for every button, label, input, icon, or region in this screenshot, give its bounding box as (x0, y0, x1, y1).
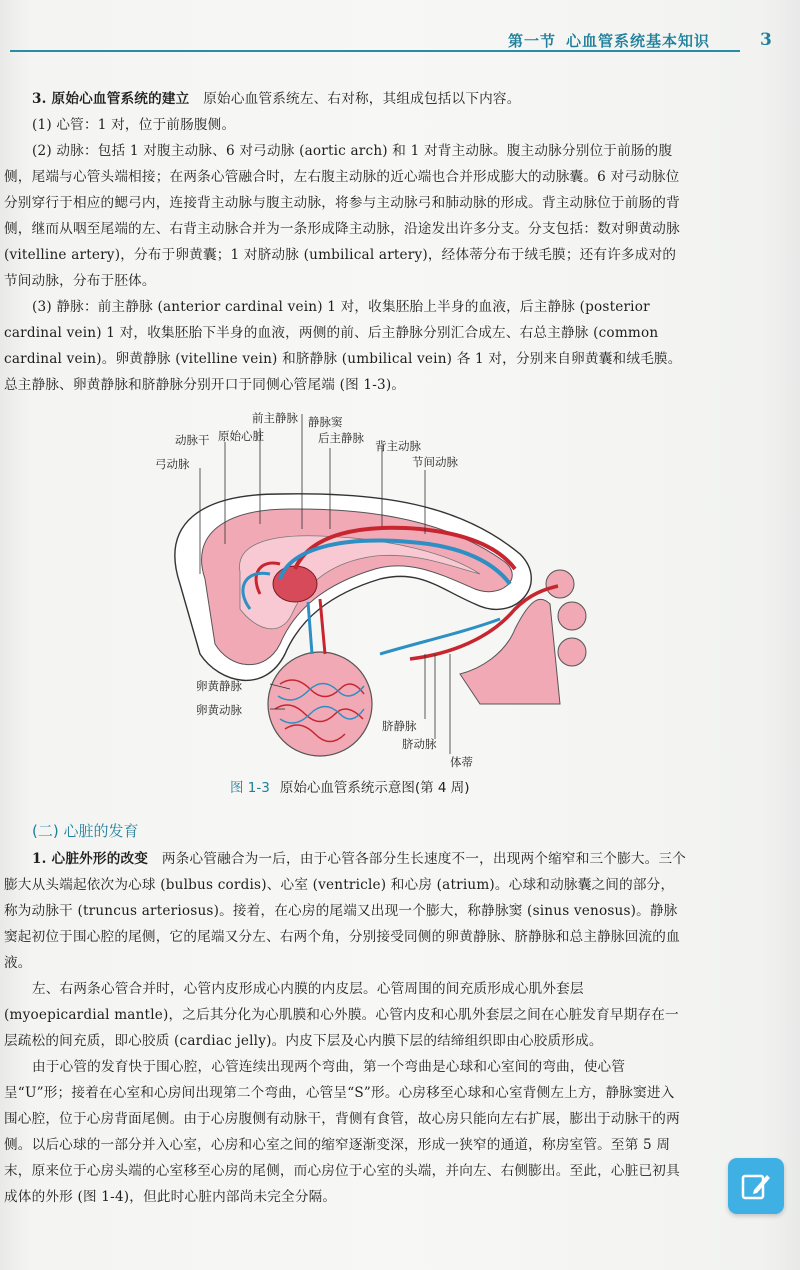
paragraph-external-shape (4, 846, 688, 976)
villus (558, 638, 586, 666)
paragraph-heart-tube: (1) 心管：1 对，位于前肠腹侧。 (32, 117, 236, 133)
label-umbilical-artery: 脐动脉 (402, 737, 437, 751)
villus (546, 570, 574, 598)
section-label: 第一节 (508, 32, 557, 50)
embryo-diagram (120, 404, 620, 774)
label-aortic-arch: 弓动脉 (155, 457, 190, 471)
primitive-heart (273, 566, 317, 602)
paragraph-lead: 1. 心脏外形的改变 (32, 851, 149, 867)
paragraph-text: 原始心血管系统左、右对称，其组成包括以下内容。 (203, 91, 521, 107)
paragraph-arteries: (2) 动脉：包括 1 对腹主动脉、6 对弓动脉 (aortic arch) 和 1 对背主动脉。腹主动脉分别位于前肠的腹侧，尾端与心管头端相接；在两条心管融合时，左右腹主动脉的近心端也合并形成膨大的动脉囊。6 对弓动脉位分别穿行于相应的鳃弓内，连接背主动脉与腹主动脉，将参与主动脉弓和肺动脉的形成。背主动脉位于前肠的背侧，继而从咽至尾端的左、右背主动脉合并为一条形成降主动脉，沿途发出许多分支。分支包括：数对卵黄动脉 (vitelline artery)，分布于卵黄囊；1 对脐动脉 (umbilical artery)，经体蒂分布于绒毛膜；还有许多成对的节间动脉，分布于胚体。 (4, 143, 680, 289)
label-primitive-heart: 原始心脏 (218, 429, 264, 443)
paragraph-endocardium: 左、右两条心管合并时，心管内皮形成心内膜的内皮层。心管周围的间充质形成心肌外套层 (myoepicardial mantle)，之后其分化为心肌膜和心外膜。心管内皮和心肌外套层之间在心脏发育早期存在一层疏松的间充质，即心胶质 (cardiac jelly)。内皮下层及心内膜下层的结缔组织即由心胶质形成。 (4, 981, 679, 1049)
page-number: 3 (760, 30, 772, 50)
label-truncus-arteriosus: 动脉干 (175, 433, 210, 447)
label-posterior-cardinal-vein: 后主静脉 (318, 431, 364, 445)
figure-caption (230, 776, 470, 796)
label-dorsal-aorta: 背主动脉 (375, 439, 421, 453)
label-anterior-cardinal-vein: 前主静脉 (252, 411, 298, 425)
section-heading: (二) 心脏的发育 (32, 822, 139, 840)
villus (558, 602, 586, 630)
figure-number: 图 1-3 (230, 780, 270, 796)
label-intersegmental-artery: 节间动脉 (412, 455, 458, 469)
edit-note-button[interactable] (728, 1158, 784, 1214)
text-block-upper (4, 86, 688, 398)
paragraph-text: 两条心管融合为一后，由于心管各部分生长速度不一，出现两个缩窄和三个膨大。三个膨大从头端起依次为心球 (bulbus cordis)、心室 (ventricle) 和心房 (atrium)。心球和动脉囊之间的部分，称为动脉干 (truncus arteriosus)。接着，在心房的尾端又出现一个膨大，称静脉窦 (sinus venosus)。静脉窦起初位于围心腔的尾侧，它的尾端又分左、右两个角，分别接受同侧的卵黄静脉、脐静脉和总主静脉回流的血液。 (4, 851, 687, 971)
text-block-lower (4, 846, 688, 1210)
section-title: 心血管系统基本知识 (566, 32, 711, 50)
label-umbilical-vein: 脐静脉 (382, 719, 417, 733)
paragraph-lead: 3. 原始心血管系统的建立 (32, 91, 190, 107)
label-connecting-stalk: 体蒂 (450, 755, 473, 769)
paragraph-establishment (4, 86, 688, 112)
label-sinus-venosus: 静脉窦 (308, 415, 343, 429)
paragraph-veins: (3) 静脉：前主静脉 (anterior cardinal vein) 1 对，收集胚胎上半身的血液，后主静脉 (posterior cardinal vein) 1 对，收集胚胎下半身的血液，两侧的前、后主静脉分别汇合成左、右总主静脉 (common cardinal vein)。卵黄静脉 (vitelline vein) 和脐静脉 (umbilical vein) 各 1 对，分别来自卵黄囊和绒毛膜。总主静脉、卵黄静脉和脐静脉分别开口于同侧心管尾端 (图 1-3)。 (4, 299, 682, 393)
label-vitelline-vein: 卵黄静脉 (196, 679, 242, 693)
pencil-edit-icon (740, 1170, 772, 1202)
yolk-sac (268, 652, 372, 756)
label-vitelline-artery: 卵黄动脉 (196, 703, 242, 717)
figure-1-3 (120, 404, 620, 774)
figure-caption-text: 原始心血管系统示意图(第 4 周) (279, 780, 470, 796)
running-head (508, 30, 710, 51)
paragraph-looping: 由于心管的发育快于围心腔，心管连续出现两个弯曲，第一个弯曲是心球和心室间的弯曲，使心管呈“U”形；接着在心室和心房间出现第二个弯曲，心管呈“S”形。心房移至心球和心室背侧左上方，静脉窦进入围心腔，位于心房背面尾侧。由于心房腹侧有动脉干，背侧有食管，故心房只能向左右扩展，膨出于动脉干的两侧。以后心球的一部分并入心室，心房和心室之间的缩窄逐渐变深，形成一狭窄的通道，称房室管。至第 5 周末，原来位于心房头端的心室移至心房的尾侧，而心房位于心室的头端，并向左、右侧膨出。至此，心脏已初具成体的外形 (图 1-4)，但此时心脏内部尚未完全分隔。 (4, 1059, 680, 1205)
